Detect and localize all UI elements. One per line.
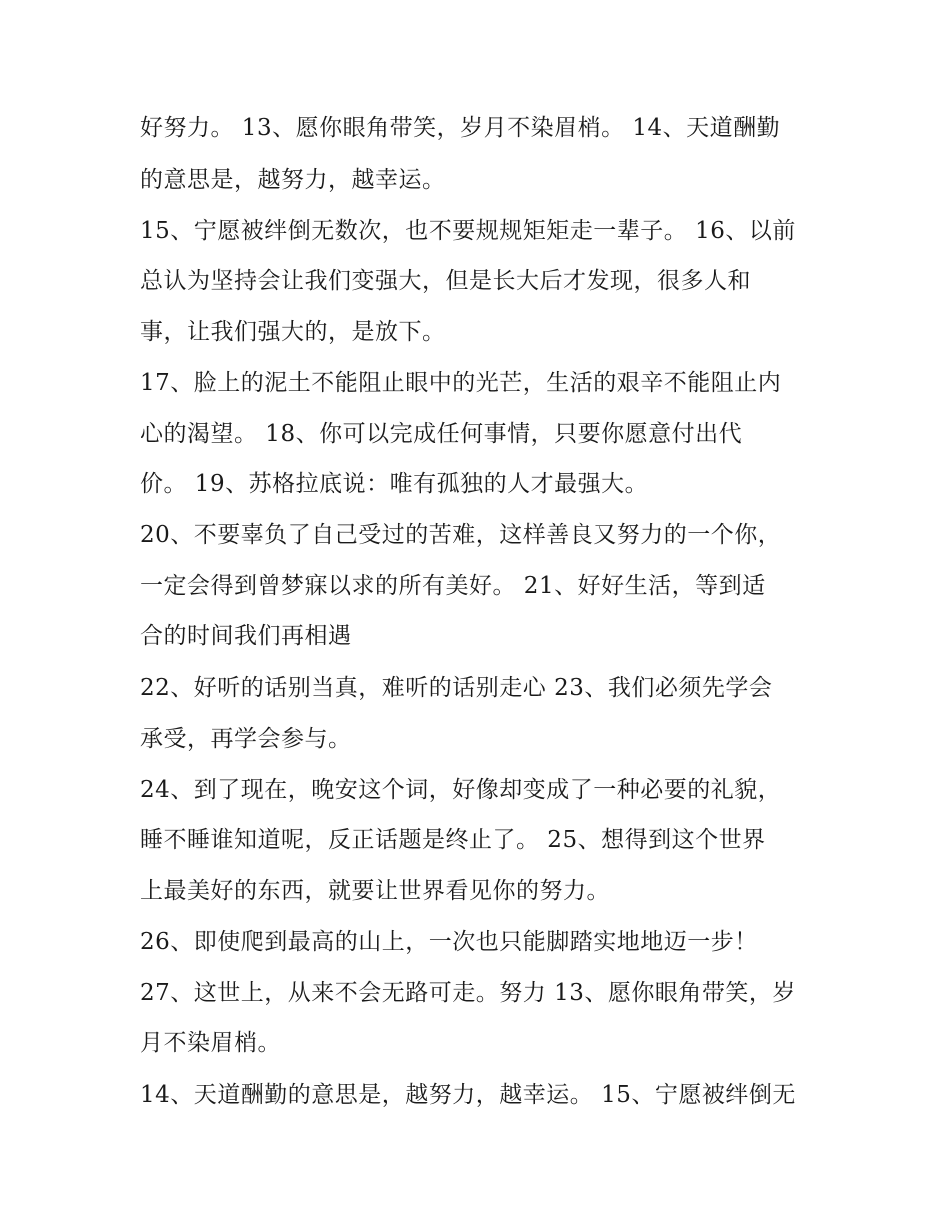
text-line: 的意思是，越努力，越幸运。 xyxy=(140,167,446,193)
text-line: 承受，再学会参与。 xyxy=(140,726,352,752)
text-line: 一定会得到曾梦寐以求的所有美好。 21、好好生活，等到适 xyxy=(140,573,766,599)
text-line: 上最美好的东西，就要让世界看见你的努力。 xyxy=(140,878,610,904)
text-line: 好努力。 13、愿你眼角带笑，岁月不染眉梢。 14、天道酬勤 xyxy=(140,115,781,141)
text-line: 17、脸上的泥土不能阻止眼中的光芒，生活的艰辛不能阻止内 xyxy=(140,370,782,396)
text-line: 27、这世上，从来不会无路可走。努力 13、愿你眼角带笑，岁 xyxy=(140,980,796,1006)
text-line: 26、即使爬到最高的山上，一次也只能脚踏实地地迈一步！ xyxy=(140,929,758,955)
text-line: 事，让我们强大的，是放下。 xyxy=(140,319,446,345)
text-line: 20、不要辜负了自己受过的苦难，这样善良又努力的一个你， xyxy=(140,522,782,548)
text-line: 合的时间我们再相遇 xyxy=(140,623,352,649)
text-line: 22、好听的话别当真，难听的话别走心 23、我们必须先学会 xyxy=(140,675,773,701)
text-line: 月不染眉梢。 xyxy=(140,1030,281,1056)
text-line: 价。 19、苏格拉底说：唯有孤独的人才最强大。 xyxy=(140,471,649,497)
text-line: 15、宁愿被绊倒无数次，也不要规规矩矩走一辈子。 16、以前 xyxy=(140,218,796,244)
text-line: 24、到了现在，晚安这个词，好像却变成了一种必要的礼貌， xyxy=(140,777,782,803)
text-line: 睡不睡谁知道呢，反正话题是终止了。 25、想得到这个世界 xyxy=(140,827,766,853)
text-line: 心的渴望。 18、你可以完成任何事情，只要你愿意付出代 xyxy=(140,421,743,447)
text-line: 14、天道酬勤的意思是，越努力，越幸运。 15、宁愿被绊倒无 xyxy=(140,1082,796,1108)
text-line: 总认为坚持会让我们变强大，但是长大后才发现，很多人和 xyxy=(140,268,751,294)
